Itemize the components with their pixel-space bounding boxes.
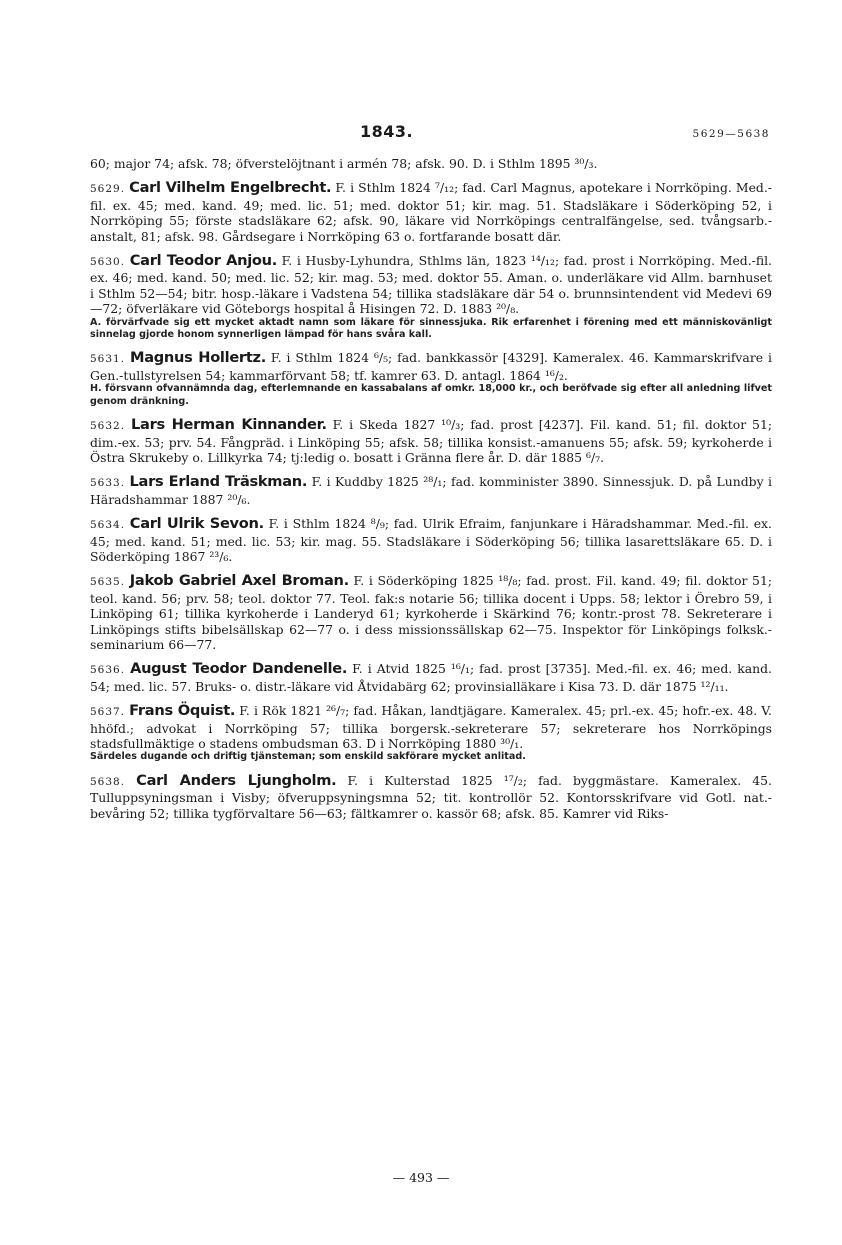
entry-text: F. i Rök 1821 ²⁶/₇; fad. Håkan, landtjägare. Kameralex. 45; prl.-ex. 45; hofr.-ex. 48. V. hhöfd.; advokat i Norrköping 57; tillika borgersk.-sekreterare 57; sekreterare hos Norrköpings stadsfullmäktige o stadens ombudsman 63. D i Norrköping 1880 ³⁰/₁. [90, 703, 772, 751]
entry-note: Särdeles dugande och driftig tjänsteman; som enskild sakförare mycket anlitad. [90, 751, 526, 763]
entry-number: 5637. [90, 706, 126, 719]
entry-5634 [90, 516, 772, 564]
entry-name: Magnus Hollertz. [130, 349, 266, 367]
entry-note: A. förvärfvade sig ett mycket aktadt namn som läkare för sinnessjuka. Rik erfarenhet i förening med ett människovänligt sinnelag gjorde honom synnerligen lämpad för hans svåra kall. [90, 316, 772, 341]
header-number-range: 5629—5638 [692, 128, 770, 140]
page-header [90, 122, 770, 144]
entry-5632 [90, 417, 772, 465]
entry-name: Carl Ulrik Sevon. [129, 515, 264, 533]
entry-name: Carl Anders Ljungholm. [136, 771, 337, 789]
entry-text: F. i Sthlm 1824 ⁶/₅; fad. bankkassör [4329]. Kameralex. 46. Kammarskrifvare i Gen.-tullstyrelsen 54; kammarförvant 58; tf. kamrer 63. D. antagl. 1864 ¹⁶/₂. [90, 350, 772, 383]
header-year: 1843. [360, 122, 414, 141]
entry-5630 [90, 253, 772, 317]
entry-5635 [90, 573, 772, 652]
entry-text: F. i Sthlm 1824 ⁸/₉; fad. Ulrik Efraim, fanjunkare i Häradshammar. Med.-fil. ex. 45; med. kand. 51; med. lic. 53; kir. mag. 55. Stadsläkare i Söderköping 56; tillika lasarettsläkare 65. D. i Söderköping 1867 ²³/₆. [90, 516, 772, 564]
entry-number: 5630. [90, 256, 126, 269]
entry-5637 [90, 703, 772, 751]
entry-text: F. i Kuddby 1825 ²⁸/₁; fad. komminister 3890. Sinnessjuk. D. på Lundby i Häradshammar 1887 ²⁰/₆. [90, 474, 772, 507]
entry-text: F. i Skeda 1827 ¹⁰/₃; fad. prost [4237]. Fil. kand. 51; fil. doktor 51; dim.-ex. 53; prv. 54. Fångpräd. i Linköping 55; afsk. 58; tillika konsist.-amanuens 55; afsk. 59; kyrkoherde i Östra Skrukeby o. Lillkyrka 74; tj:ledig o. bosatt i Gränna flere år. D. där 1885 ⁶/₇. [90, 417, 772, 465]
entry-name: Lars Erland Träskman. [129, 473, 308, 491]
entry-name: Carl Vilhelm Engelbrecht. [129, 179, 332, 197]
entry-text: F. i Husby-Lyhundra, Sthlms län, 1823 ¹⁴/₁₂; fad. prost i Norrköping. Med.-fil. ex. 46; med. kand. 50; med. lic. 52; kir. mag. 53; med. doktor 55. Aman. o. underläkare vid Allm. barnhuset i Sthlm 52—54; bitr. hosp.-läkare i Vadstena 54; tillika stadsläkare där 54 o. brunnsintendent vid Medevi 69—72; öfverläkare vid Göteborgs hospital å Hisingen 72. D. 1883 ²⁰/₈. [90, 253, 772, 317]
entry-text: F. i Kulterstad 1825 ¹⁷/₂; fad. byggmästare. Kameralex. 45. Tulluppsyningsman i Visby; öfveruppsyningsmna 52; tit. kontrollör 52. Kontorsskrifvare vid Gotl. nat.-bevåring 52; tillika tygförvaltare 56—63; fältkamrer o. kassör 68; afsk. 85. Kamrer vid Riks- [90, 772, 772, 821]
page-number: — 493 — [392, 1170, 450, 1185]
entry-note: H. försvann ofvannämnda dag, efterlemnande en kassabalans af omkr. 18,000 kr., och beröfvade sig efter all anledning lifvet genom dränkning. [90, 383, 772, 407]
entry-name: August Teodor Dandenelle. [130, 660, 348, 678]
entry-name: Carl Teodor Anjou. [129, 252, 277, 270]
entry-number: 5629. [90, 183, 126, 196]
entry-number: 5632. [90, 420, 126, 433]
entry-name: Lars Herman Kinnander. [131, 416, 327, 434]
entry-number: 5635. [90, 576, 126, 589]
entry-5631 [90, 350, 772, 383]
continuation-text: 60; major 74; afsk. 78; öfverstelöjtnant i armén 78; afsk. 90. D. i Sthlm 1895 ³⁰/₃. [90, 156, 598, 171]
entry-name: Jakob Gabriel Axel Broman. [129, 572, 349, 590]
entry-number: 5633. [90, 477, 126, 490]
entry-text: F. i Atvid 1825 ¹⁶/₁; fad. prost [3735]. Med.-fil. ex. 46; med. kand. 54; med. lic. 57. Bruks- o. distr.-läkare vid Åtvidabärg 62; provinsialläkare i Kisa 73. D. där 1875 ¹²/₁₁. [90, 661, 772, 694]
entry-text: F. i Söderköping 1825 ¹⁸/₈; fad. prost. Fil. kand. 49; fil. doktor 51; teol. kand. 56; prv. 58; teol. doktor 77. Teol. fak:s notarie 56; tillika docent i Upps. 58; lektor i Örebro 59, i Linköping 61; tillika kyrkoherde i Landeryd 61; kyrkoherde i Skärkind 76; kontr.-prost 78. Sekreterare i Linköpings stifts bibelsällskap 62—77 o. i dess missionssällskap 62—75. Inspektor för Linköpings folksk.-seminarium 66—77. [90, 573, 772, 652]
entry-number: 5638. [90, 775, 126, 788]
entry-number: 5634. [90, 519, 126, 532]
entry-5629 [90, 180, 772, 244]
entry-5636 [90, 661, 772, 694]
entry-5638 [90, 773, 772, 821]
entry-name: Frans Öquist. [129, 702, 236, 720]
entry-number: 5636. [90, 664, 126, 677]
entry-5633 [90, 474, 772, 507]
entry-number: 5631. [90, 353, 126, 366]
page-body [90, 156, 772, 821]
entry-text: F. i Sthlm 1824 ⁷/₁₂; fad. Carl Magnus, apotekare i Norrköping. Med.-fil. ex. 45; med. kand. 49; med. lic. 51; med. doktor 51; kir. mag. 51. Stadsläkare i Söderköping 52, i Norrköping 55; förste stadsläkare 62; afsk. 90, läkare vid Norrköpings centralfängelse, sed. tvångsarb.-anstalt, 81; afsk. 98. Gårdsegare i Norrköping 63 o. fortfarande bosatt där. [90, 180, 772, 244]
